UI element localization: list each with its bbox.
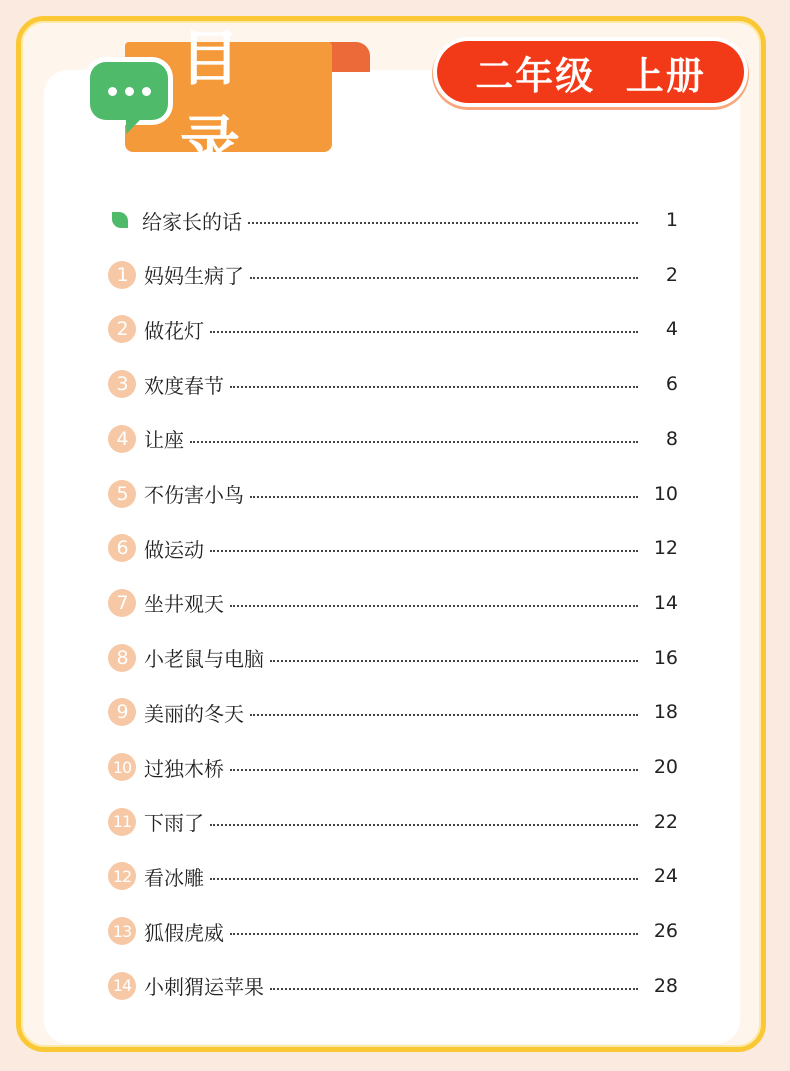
lesson-number: 8: [108, 644, 136, 672]
dot-leader: [210, 331, 638, 333]
page-number: 18: [653, 701, 678, 724]
toc-title: 看冰雕: [144, 865, 204, 890]
toc-title: 美丽的冬天: [144, 701, 244, 726]
toc-row[interactable]: [108, 685, 678, 739]
toc-row[interactable]: [108, 412, 678, 466]
toc-title: 欢度春节: [144, 373, 224, 398]
toc-row[interactable]: [108, 795, 678, 849]
bubble-dot: [108, 87, 117, 96]
leaf-icon: [112, 212, 128, 228]
bubble-dot: [125, 87, 134, 96]
lesson-number: 6: [108, 534, 136, 562]
bubble-dot: [142, 87, 151, 96]
page-number: 6: [665, 373, 678, 396]
toc-row[interactable]: [108, 904, 678, 958]
lesson-number: 3: [108, 370, 136, 398]
lesson-number: 13: [108, 917, 136, 945]
toc-row[interactable]: [108, 193, 678, 247]
dot-leader: [248, 222, 638, 224]
toc-title: 做运动: [144, 537, 204, 562]
lesson-number: 2: [108, 315, 136, 343]
toc-row[interactable]: [108, 849, 678, 903]
lesson-number: 4: [108, 425, 136, 453]
page-number: 24: [653, 865, 678, 888]
dot-leader: [210, 878, 638, 880]
toc-title: 给家长的话: [142, 209, 242, 234]
dot-leader: [250, 714, 638, 716]
page-number: 8: [665, 427, 678, 450]
toc-title: 做花灯: [144, 318, 204, 343]
toc-row[interactable]: [108, 248, 678, 302]
dot-leader: [230, 386, 638, 388]
lesson-number: 12: [108, 862, 136, 890]
toc-title: 不伤害小鸟: [144, 483, 244, 507]
page-number: 2: [665, 263, 678, 286]
toc-row[interactable]: [108, 576, 678, 630]
toc-row[interactable]: [108, 959, 678, 1013]
dot-leader: [230, 605, 638, 607]
lesson-number: 9: [108, 698, 136, 726]
dot-leader: [230, 933, 638, 935]
toc-title: 小刺猬运苹果: [144, 975, 264, 1000]
lesson-number: 14: [108, 972, 136, 1000]
page-number: 12: [653, 537, 678, 560]
page-number: 28: [653, 974, 678, 997]
page-number: 1: [665, 209, 678, 231]
page-number: 14: [653, 591, 678, 614]
dot-leader: [270, 660, 638, 662]
toc-title: 过独木桥: [144, 756, 224, 781]
lesson-number: 7: [108, 589, 136, 617]
toc-row[interactable]: [108, 302, 678, 356]
toc-title: 小老鼠与电脑: [144, 647, 264, 672]
page-number: 20: [653, 756, 678, 778]
toc-title: 狐假虎威: [144, 920, 224, 945]
dot-leader: [190, 441, 638, 443]
dot-leader: [210, 824, 638, 826]
lesson-number: 10: [108, 753, 136, 781]
dot-leader: [270, 988, 638, 990]
toc-row[interactable]: [108, 521, 678, 575]
grade-badge: [437, 41, 744, 103]
toc-row[interactable]: [108, 631, 678, 685]
toc-title: 坐井观天: [144, 592, 224, 617]
page-number: 4: [665, 318, 678, 341]
toc-row[interactable]: [108, 357, 678, 411]
page-title: 目录: [180, 24, 262, 180]
page-number: 22: [653, 810, 678, 833]
toc-row[interactable]: [108, 467, 678, 521]
grade-label: 二年级 上册: [475, 53, 706, 98]
toc-title: 让座: [144, 428, 184, 453]
toc-title: 妈妈生病了: [144, 264, 244, 289]
dot-leader: [250, 277, 638, 279]
toc-title: 下雨了: [144, 811, 204, 836]
dot-leader: [250, 496, 638, 498]
page-number: 26: [653, 920, 678, 943]
dot-leader: [230, 769, 638, 771]
lesson-number: 5: [108, 480, 136, 508]
toc-row[interactable]: [108, 740, 678, 794]
lesson-number: 11: [108, 808, 136, 836]
page-number: 16: [653, 646, 678, 669]
page-number: 10: [653, 482, 678, 505]
lesson-number: 1: [108, 261, 136, 289]
dot-leader: [210, 550, 638, 552]
